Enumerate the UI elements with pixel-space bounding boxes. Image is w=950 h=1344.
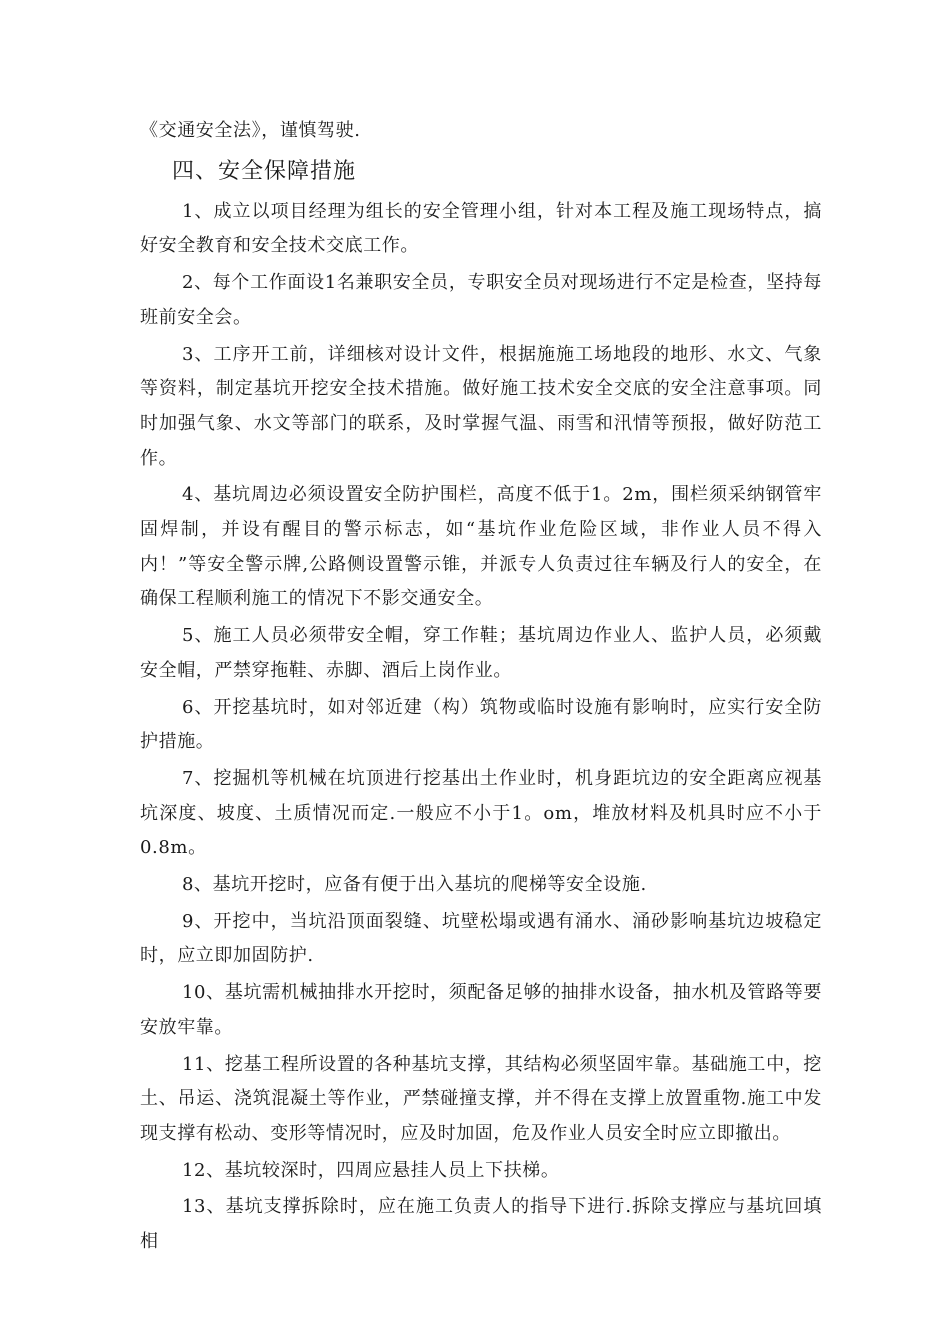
item-1-paragraph: 1、成立以项目经理为组长的安全管理小组，针对本工程及施工现场特点，搞好安全教育和安全技术交底工作。 [140,200,822,257]
item-6-paragraph: 6、开挖基坑时，如对邻近建（构）筑物或临时设施有影响时，应实行安全防护措施。 [140,696,822,753]
item-8-paragraph: 8、基坑开挖时，应备有便于出入基坑的爬梯等安全设施. [182,874,647,896]
section-heading: 四、安全保障措施 [172,158,357,184]
item-13-paragraph: 13、基坑支撑拆除时，应在施工负责人的指导下进行.拆除支撑应与基坑回填相 [140,1196,822,1253]
item-12-paragraph: 12、基坑较深时，四周应悬挂人员上下扶梯。 [182,1159,560,1181]
item-5-paragraph: 5、施工人员必须带安全帽，穿工作鞋；基坑周边作业人、监护人员，必须戴安全帽，严禁穿拖鞋、赤脚、酒后上岗作业。 [140,625,822,681]
item-7-paragraph: 7、挖掘机等机械在坑顶进行挖基出土作业时，机身距坑边的安全距离应视基坑深度、坡度、土质情况而定.一般应不小于1。om，堆放材料及机具时应不小于0.8m。 [140,767,822,859]
item-4-paragraph: 4、基坑周边必须设置安全防护围栏，高度不低于1。2m，围栏须采纳钢管牢固焊制，并设有醒目的警示标志，如“基坑作业危险区域，非作业人员不得入内！”等安全警示牌,公路侧设置警示锥，并派专人负责过往车辆及行人的安全，在确保工程顺利施工的情况下不影交通安全。 [140,484,822,610]
item-9-paragraph: 9、开挖中，当坑沿顶面裂缝、坑壁松塌或遇有涌水、涌砂影响基坑边坡稳定时，应立即加固防护. [140,910,822,967]
item-3-paragraph: 3、工序开工前，详细核对设计文件，根据施施工场地段的地形、水文、气象等资料，制定基坑开挖安全技术措施。做好施工技术安全交底的安全注意事项。同时加强气象、水文等部门的联系，及时掌握气温、雨雪和汛情等预报，做好防范工作。 [140,343,822,469]
intro-continuation-line: 《交通安全法》，谨慎驾驶. [140,120,361,141]
item-2-paragraph: 2、每个工作面设1名兼职安全员，专职安全员对现场进行不定是检查，坚持每班前安全会。 [140,272,822,328]
document-body [140,114,822,1262]
item-11-paragraph: 11、挖基工程所设置的各种基坑支撑，其结构必须坚固牢靠。基础施工中，挖土、吊运、浇筑混凝土等作业，严禁碰撞支撑，并不得在支撑上放置重物.施工中发现支撑有松动、变形等情况时，应及时加固，危及作业人员安全时应立即撤出。 [140,1053,822,1144]
item-10-paragraph: 10、基坑需机械抽排水开挖时，须配备足够的抽排水设备，抽水机及管路等要安放牢靠。 [140,982,822,1038]
